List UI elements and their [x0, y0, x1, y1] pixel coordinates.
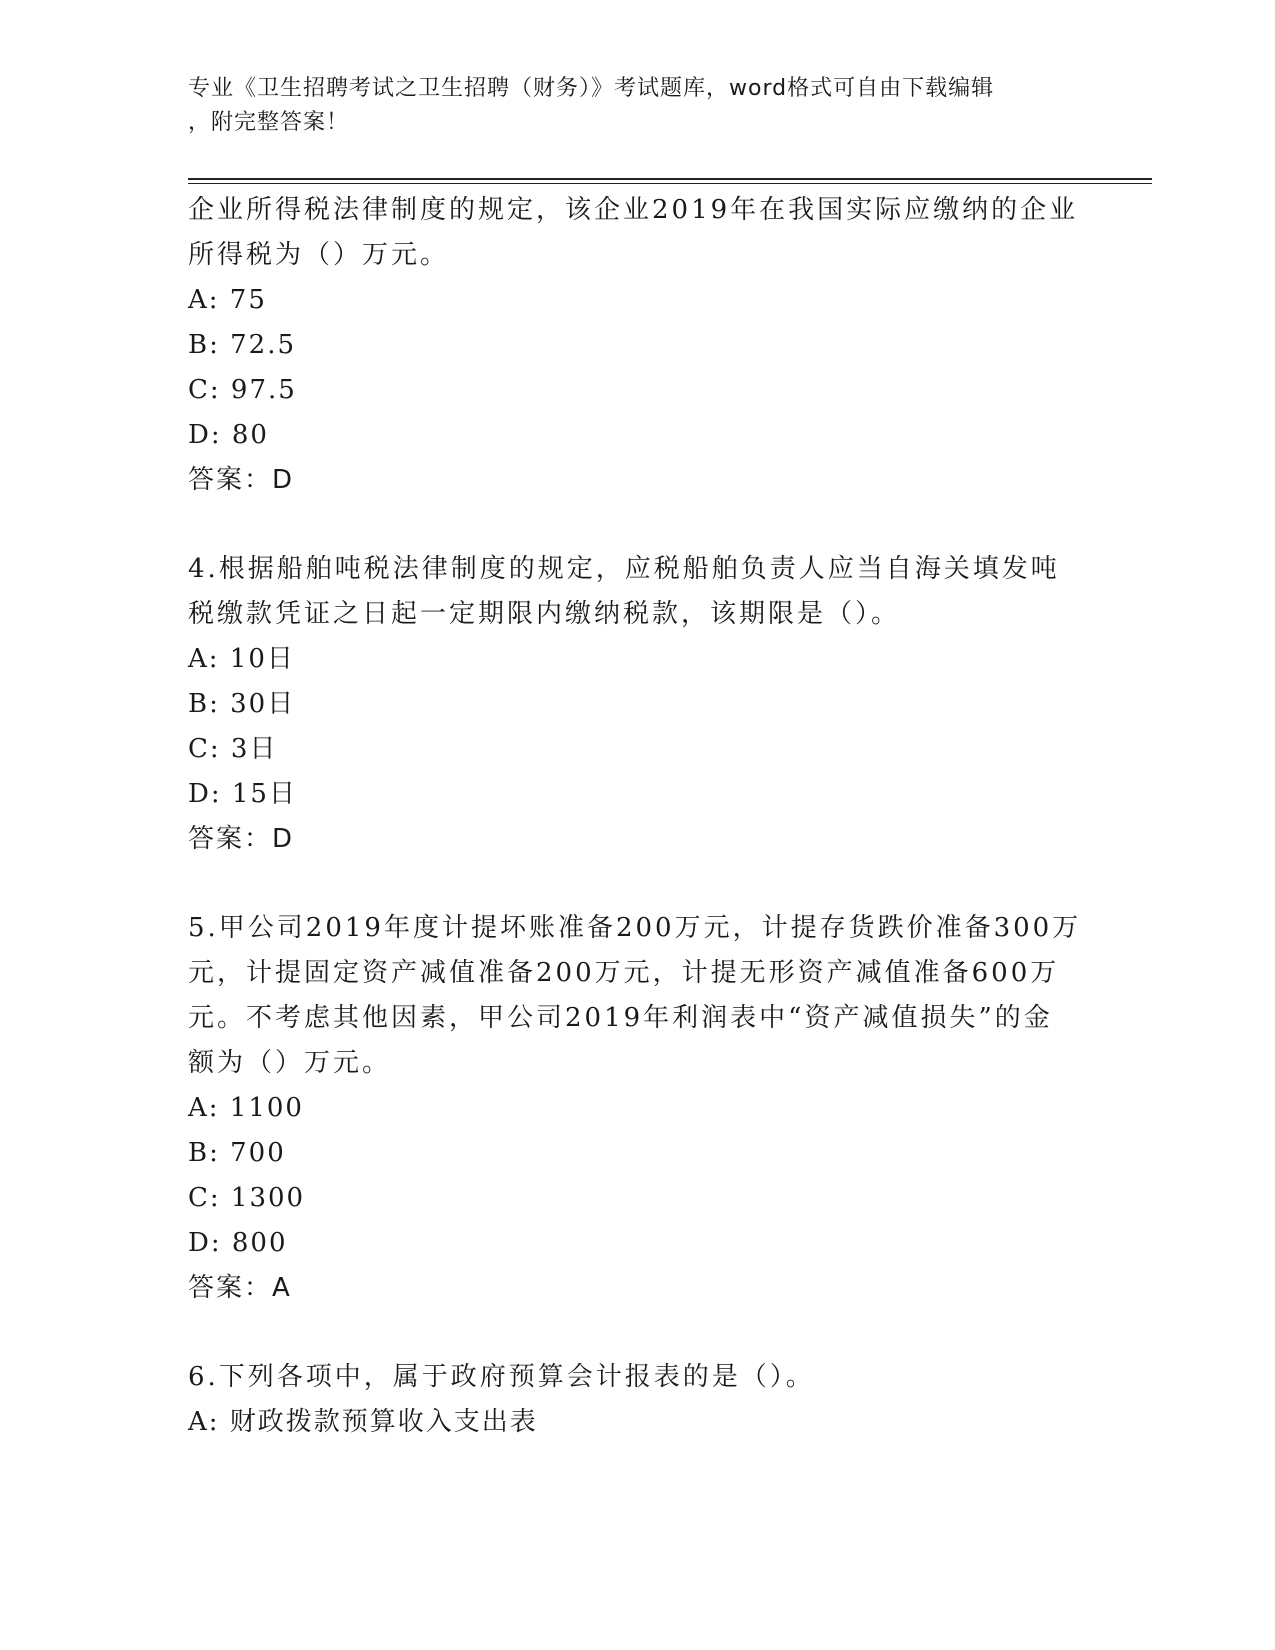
- option-c: C: 3日: [188, 734, 278, 764]
- question-stem-line: 企业所得税法律制度的规定，该企业2019年在我国实际应缴纳的企业: [188, 195, 1079, 225]
- option-b: B: 72.5: [188, 330, 297, 360]
- option-d: D: 80: [188, 420, 269, 450]
- option-c: C: 97.5: [188, 375, 297, 405]
- option-a: A: 1100: [188, 1093, 304, 1123]
- answer-line: 答案：D: [188, 824, 295, 854]
- question-stem-line: 元，计提固定资产减值准备200万元，计提无形资产减值准备600万: [188, 958, 1060, 988]
- option-b: B: 700: [188, 1138, 286, 1168]
- question-list: [188, 188, 1088, 1489]
- header-line-2: ，附完整答案！: [188, 110, 350, 135]
- document-header: [188, 72, 1088, 140]
- question-block: [188, 547, 1088, 862]
- question-stem-line: 4.根据船舶吨税法律制度的规定，应税船舶负责人应当自海关填发吨: [188, 554, 1060, 584]
- header-line-1: 专业《卫生招聘考试之卫生招聘（财务）》考试题库，word格式可自由下载编辑: [188, 76, 995, 101]
- question-block: [188, 906, 1088, 1311]
- header-divider-thin: [188, 183, 1152, 184]
- header-divider: [188, 178, 1152, 180]
- option-c: C: 1300: [188, 1183, 306, 1213]
- option-a: A: 财政拨款预算收入支出表: [188, 1407, 538, 1437]
- question-block: [188, 1355, 1088, 1445]
- answer-line: 答案：D: [188, 465, 295, 495]
- question-stem-line: 5.甲公司2019年度计提坏账准备200万元，计提存货跌价准备300万: [188, 913, 1082, 943]
- question-stem-line: 6.下列各项中，属于政府预算会计报表的是（）。: [188, 1362, 815, 1392]
- option-b: B: 30日: [188, 689, 296, 719]
- question-stem-line: 所得税为（）万元。: [188, 240, 450, 270]
- option-a: A: 10日: [188, 644, 295, 674]
- option-a: A: 75: [188, 285, 267, 315]
- question-stem-line: 税缴款凭证之日起一定期限内缴纳税款，该期限是（）。: [188, 599, 901, 629]
- answer-line: 答案：A: [188, 1273, 292, 1303]
- question-stem-line: 元。不考虑其他因素，甲公司2019年利润表中“资产减值损失”的金: [188, 1003, 1053, 1033]
- question-block: [188, 188, 1088, 503]
- question-stem-line: 额为（）万元。: [188, 1048, 392, 1078]
- option-d: D: 800: [188, 1228, 288, 1258]
- option-d: D: 15日: [188, 779, 297, 809]
